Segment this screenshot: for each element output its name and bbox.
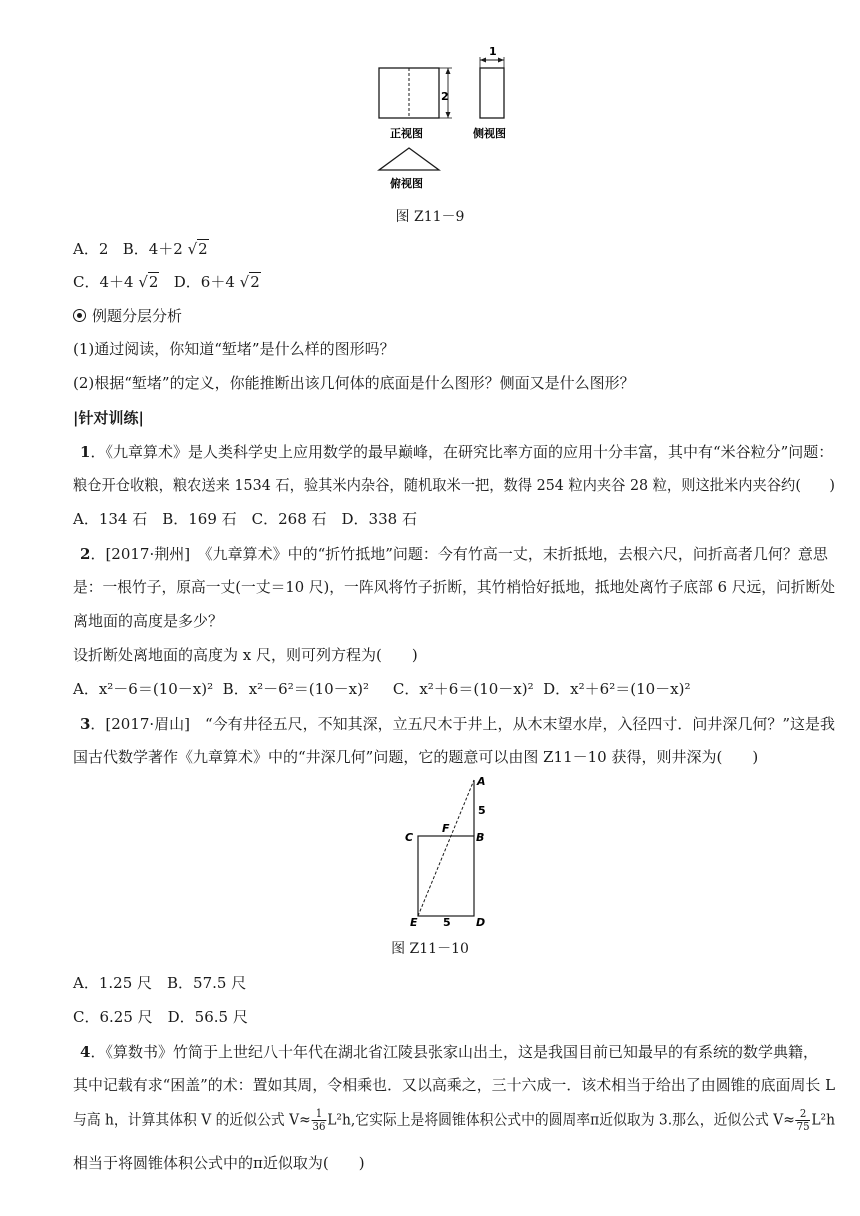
- q0-options-ab: A．2 B．4＋2 √2: [73, 240, 208, 258]
- point-label-B: B: [476, 831, 485, 844]
- q2-line-4: 设折断处离地面的高度为 x 尺，则可列方程为( ): [73, 646, 418, 664]
- label-5-pole: 5: [478, 804, 486, 817]
- q2-options: A．x²－6＝(10－x)² B．x²－6²＝(10－x)² C．x²＋6＝(10－x)² D．x²＋6²＝(10－x)²: [73, 680, 691, 698]
- q4-line-2: 其中记载有求“困盖”的术：置如其周，令相乘也．又以高乘之，三十六成一．该术相当于给出了由圆锥的底面周长 L: [73, 1076, 835, 1094]
- q1-options: A．134 石 B．169 石 C．268 石 D．338 石: [73, 510, 417, 528]
- well-rect: [418, 836, 474, 916]
- label-front-view: 正视图: [390, 127, 423, 140]
- point-label-C: C: [405, 831, 414, 844]
- figure-well-diagram: [400, 774, 500, 930]
- figure-three-views: [370, 44, 520, 192]
- figure-caption-z11-9: 图 Z11－9: [395, 209, 465, 225]
- analysis-question-1: (1)通过阅读，你知道“堑堵”是什么样的图形吗？: [73, 340, 395, 358]
- point-label-A: A: [477, 775, 486, 788]
- dim-label-2: 2: [441, 90, 449, 103]
- q4-line-1: 4．《算数书》竹简于上世纪八十年代在湖北省江陵县张家山出土，这是我国目前已知最早的有系统的数学典籍，: [80, 1043, 818, 1061]
- analysis-question-2: (2)根据“堑堵”的定义，你能推断出该几何体的底面是什么图形？侧面又是什么图形？: [73, 374, 635, 392]
- q4-line-3: 与高 h，计算其体积 V 的近似公式 V≈ $\frac{1}{36}$ L²h,它实际上是将圆锥体积公式中的圆周率π近似取为 3.那么，近似公式 V≈ $\frac{2}{75}$ L²h: [73, 1107, 835, 1133]
- q2-line-1: 2．[2017·荆州] 《九章算术》中的“折竹抵地”问题：今有竹高一丈，末折抵地，去根六尺，问折高者几何？意思: [80, 545, 828, 563]
- sight-line-dashed: [418, 780, 474, 916]
- fraction-1-36: $\frac{1}{36}$: [312, 1107, 326, 1133]
- dim-label-1: 1: [489, 45, 497, 58]
- analysis-heading: 例题分层分析: [73, 305, 182, 327]
- q2-line-3: 离地面的高度是多少？: [73, 612, 224, 630]
- point-label-E: E: [410, 916, 418, 929]
- fraction-2-75: $\frac{2}{75}$: [796, 1107, 810, 1133]
- top-view-triangle: [379, 148, 439, 170]
- q3-options-ab: A．1.25 尺 B．57.5 尺: [73, 974, 247, 992]
- point-label-F: F: [442, 822, 450, 835]
- label-side-view: 侧视图: [473, 127, 506, 140]
- q1-line-2: 粮仓开仓收粮，粮农送来 1534 石，验其米内杂谷，随机取米一把，数得 254 粒内夹谷 28 粒，则这批米内夹谷约( ): [73, 476, 835, 494]
- q3-options-cd: C．6.25 尺 D．56.5 尺: [73, 1008, 248, 1026]
- analysis-bullet-icon: [73, 309, 86, 322]
- q1-line-1: 1．《九章算术》是人类科学史上应用数学的最早巅峰，在研究比率方面的应用十分丰富，其中有“米谷粒分”问题：: [80, 443, 834, 461]
- q3-line-1: 3．[2017·眉山] “今有井径五尺，不知其深，立五尺木于井上，从木末望水岸，入径四寸．问井深几何？”这是我: [80, 715, 835, 733]
- q3-line-2: 国古代数学著作《九章算术》中的“井深几何”问题，它的题意可以由图 Z11－10 获得，则井深为( ): [73, 748, 759, 766]
- q0-options-cd: C．4＋4 √2 D．6＋4 √2: [73, 273, 260, 291]
- section-title: |针对训练|: [73, 409, 144, 427]
- label-top-view: 俯视图: [390, 177, 423, 190]
- point-label-D: D: [476, 916, 486, 929]
- q4-line-4: 相当于将圆锥体积公式中的π近似取为( ): [73, 1154, 365, 1172]
- label-5-bottom: 5: [443, 916, 451, 929]
- side-view-rect: [480, 68, 504, 118]
- q2-line-2: 是：一根竹子，原高一丈(一丈＝10 尺)，一阵风将竹子折断，其竹梢恰好抵地，抵地处离竹子底部 6 尺远，问折断处: [73, 578, 835, 596]
- figure-caption-z11-10: 图 Z11－10: [391, 941, 469, 957]
